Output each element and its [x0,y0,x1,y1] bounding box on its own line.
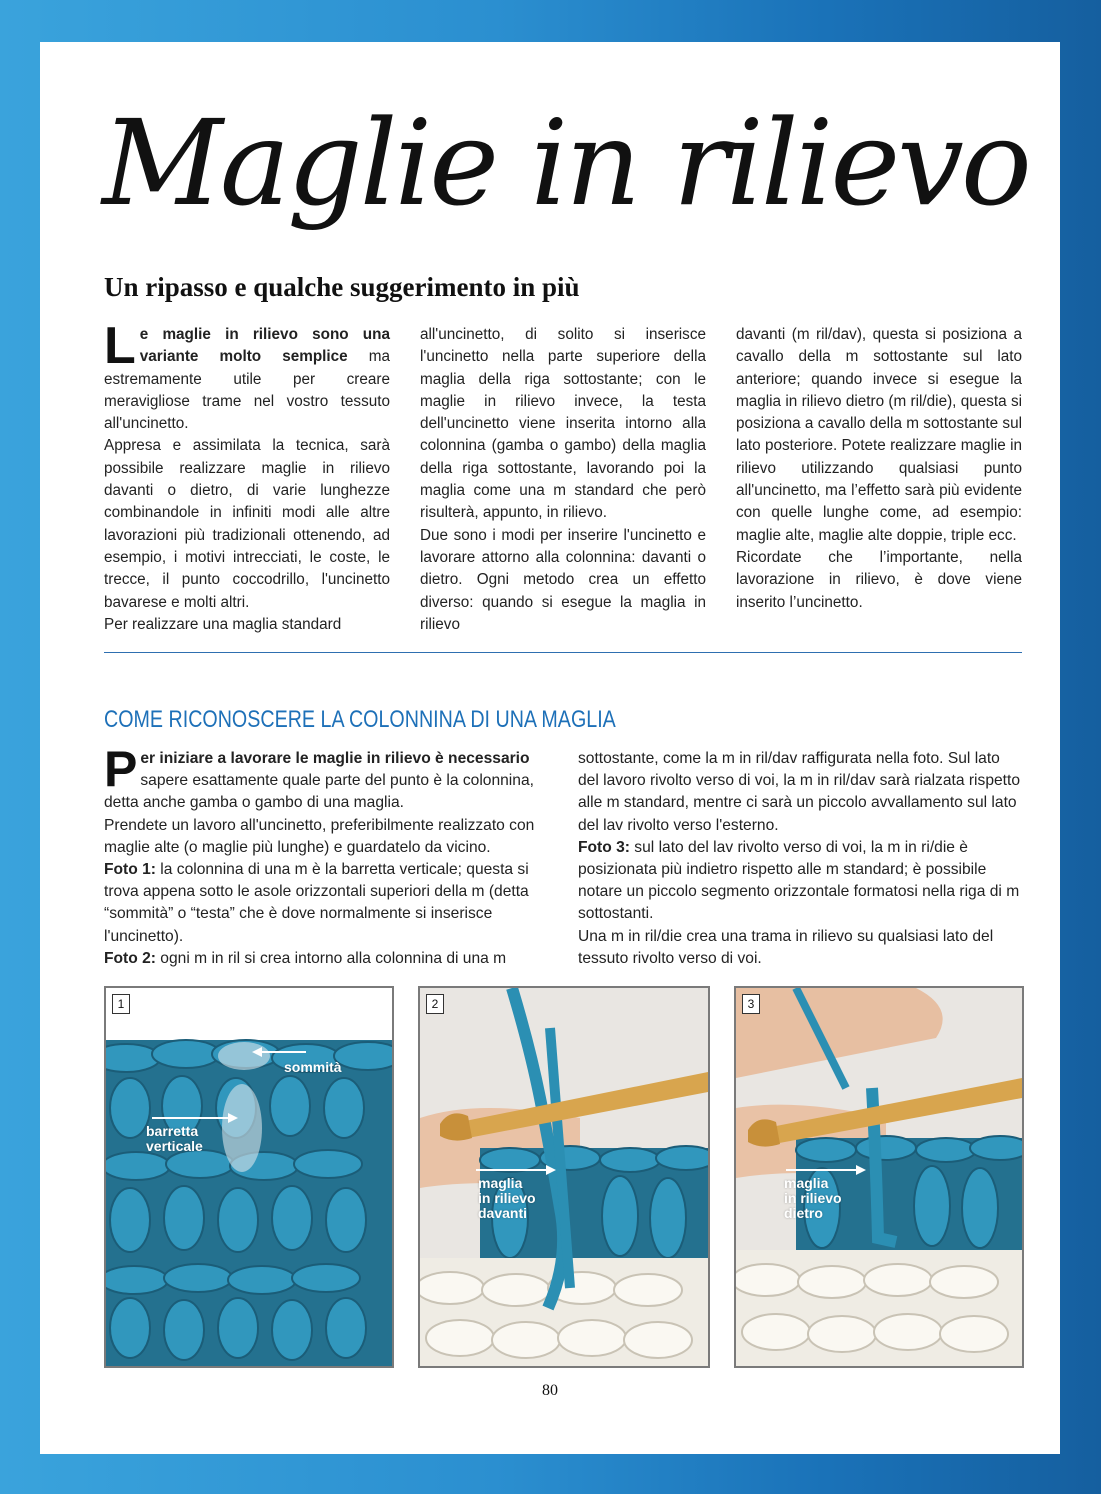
photo-3-label-1: maglia [784,1175,829,1191]
section-columns [104,741,1022,970]
section-paragraph-foto3 [578,837,1022,926]
photo-1-label-side-2: verticale [146,1138,203,1154]
photo-2-label-3: davanti [478,1205,528,1221]
section-paragraph-3: sottostante, come la m in ril/dav raffigurata nella foto. Sul lato del lavoro rivolto verso di voi, la m in ril/dav sarà rialzata rispetto alle m standard, mentre ci sarà un piccolo avvallamento sul lato del lav rivolto verso l'esterno. [578,750,1021,834]
intro-columns [104,317,1022,636]
section-text: sapere esattamente quale parte del punto è la colonnina, detta anche gamba o gambo di una maglia. [104,772,534,812]
photo-2 [418,986,710,1368]
intro-paragraph-6: davanti (m ril/dav), questa si posiziona a cavallo della m sottostante sul lato anteriore; quando invece si esegue la maglia in rilievo dietro (m ril/die), questa si posiziona a cavallo della m sottostante sul lato posteriore. Potete realizzare maglie in rilievo utilizzando qualsiasi punto all'uncinetto, ma l’effetto sarà più evidente con quelle lunghe come, ad esempio: maglie alte, maglie alte doppie, triple ecc. [736,326,1022,544]
photo-1-number: 1 [112,994,130,1014]
drop-cap: P [104,741,138,797]
photo-2-label-1: maglia [478,1175,523,1191]
page-number: 80 [542,1382,558,1399]
intro-paragraph-4: all'uncinetto, di solito si inserisce l'uncinetto nella parte superiore della maglia della riga sottostante; con le maglie in rilievo invece, la testa dell'uncinetto viene inserita intorno alla colonnina (gamba o gambo) della maglia della riga sottostante, lavorando poi la maglia come una m standard che però risulterà, appunto, in rilievo. [420,326,706,522]
section-column-2 [578,748,1022,970]
page-subtitle: Un ripasso e qualche suggerimento in più [104,272,580,302]
photo-2-number: 2 [426,994,444,1014]
section-paragraph-2: Prendete un lavoro all'uncinetto, preferibilmente realizzato con maglie alte (o maglie più lunghe) e guardatelo da vicino. [104,816,535,856]
photo-3-label-3: dietro [784,1205,823,1221]
intro-paragraph-2: Appresa e assimilata la tecnica, sarà possibile realizzare maglie in rilievo davanti o dietro, di varie lunghezze combinandole in infiniti modi alle altre lavorazioni più tradizionali ottenendo, ad esempio, i motivi intrecciati, le coste, le trecce, il punto coccodrillo, l'uncinetto bavarese e molti altri. [104,437,390,611]
photo-3 [734,986,1024,1368]
foto-3-label: Foto 3: [578,838,630,856]
page [40,42,1060,1454]
intro-column-2 [420,324,706,636]
intro-paragraph-1 [104,317,391,435]
foto-2-text: ogni m in ril si crea intorno alla colonnina di una m [155,949,507,967]
intro-column-3 [736,324,1022,636]
photo-3-number: 3 [742,994,760,1014]
foto-3-text: sul lato del lav rivolto verso di voi, la m in ri/die è posizionata più indietro rispetto alle m standard; è possibile notare un piccolo segmento orizzontale formatosi nella riga di m sottostanti. [578,838,1020,923]
section-paragraph-foto2 [104,948,548,970]
section-title: COME RICONOSCERE LA COLONNINA DI UNA MAGLIA [104,706,616,733]
page-title: Maglie in rilievo [102,94,1029,232]
section-paragraph-4: Una m in ril/die crea una trama in rilievo su qualsiasi lato del tessuto rivolto verso di voi. [578,927,994,967]
section-paragraph-foto1 [104,859,548,948]
photo-1-image [106,988,392,1366]
intro-text: ma estremamente utile per creare meravigliose trame nel vostro tessuto all'uncinetto. [104,348,391,433]
foto-1-label: Foto 1: [104,861,156,879]
intro-paragraph-3: Per realizzare una maglia standard [104,615,342,633]
photo-1-label-side-1: barretta [146,1123,199,1139]
intro-paragraph-5: Due sono i modi per inserire l'uncinetto e lavorare attorno alla colonnina: davanti o dietro. Ogni metodo crea un effetto diverso: quando si esegue la maglia in rilievo [420,526,706,633]
section-divider [104,652,1022,653]
intro-column-1 [104,317,391,636]
section-lead: er iniziare a lavorare le maglie in rilievo è necessario [140,750,530,767]
foto-2-label: Foto 2: [104,949,156,967]
intro-lead: e maglie in rilievo sono una variante molto semplice [139,326,390,366]
section-paragraph-1 [104,741,548,815]
photo-3-label-2: in rilievo [784,1190,842,1206]
photo-1 [104,986,394,1368]
section-column-1 [104,741,548,970]
photo-2-image [420,988,708,1366]
drop-cap: L [104,317,136,375]
foto-1-text: la colonnina di una m è la barretta verticale; questa si trova appena sotto le asole orizzontali superiori della m (detta “sommità” o “testa” che è dove normalmente si inserisce l'uncinetto). [104,861,529,945]
photo-1-label-top: sommità [284,1059,342,1075]
intro-paragraph-7: Ricordate che l’importante, nella lavorazione in rilievo, è dove viene inserito l’uncinetto. [736,548,1022,611]
photo-2-label-2: in rilievo [478,1190,536,1206]
photo-3-image [736,988,1022,1366]
